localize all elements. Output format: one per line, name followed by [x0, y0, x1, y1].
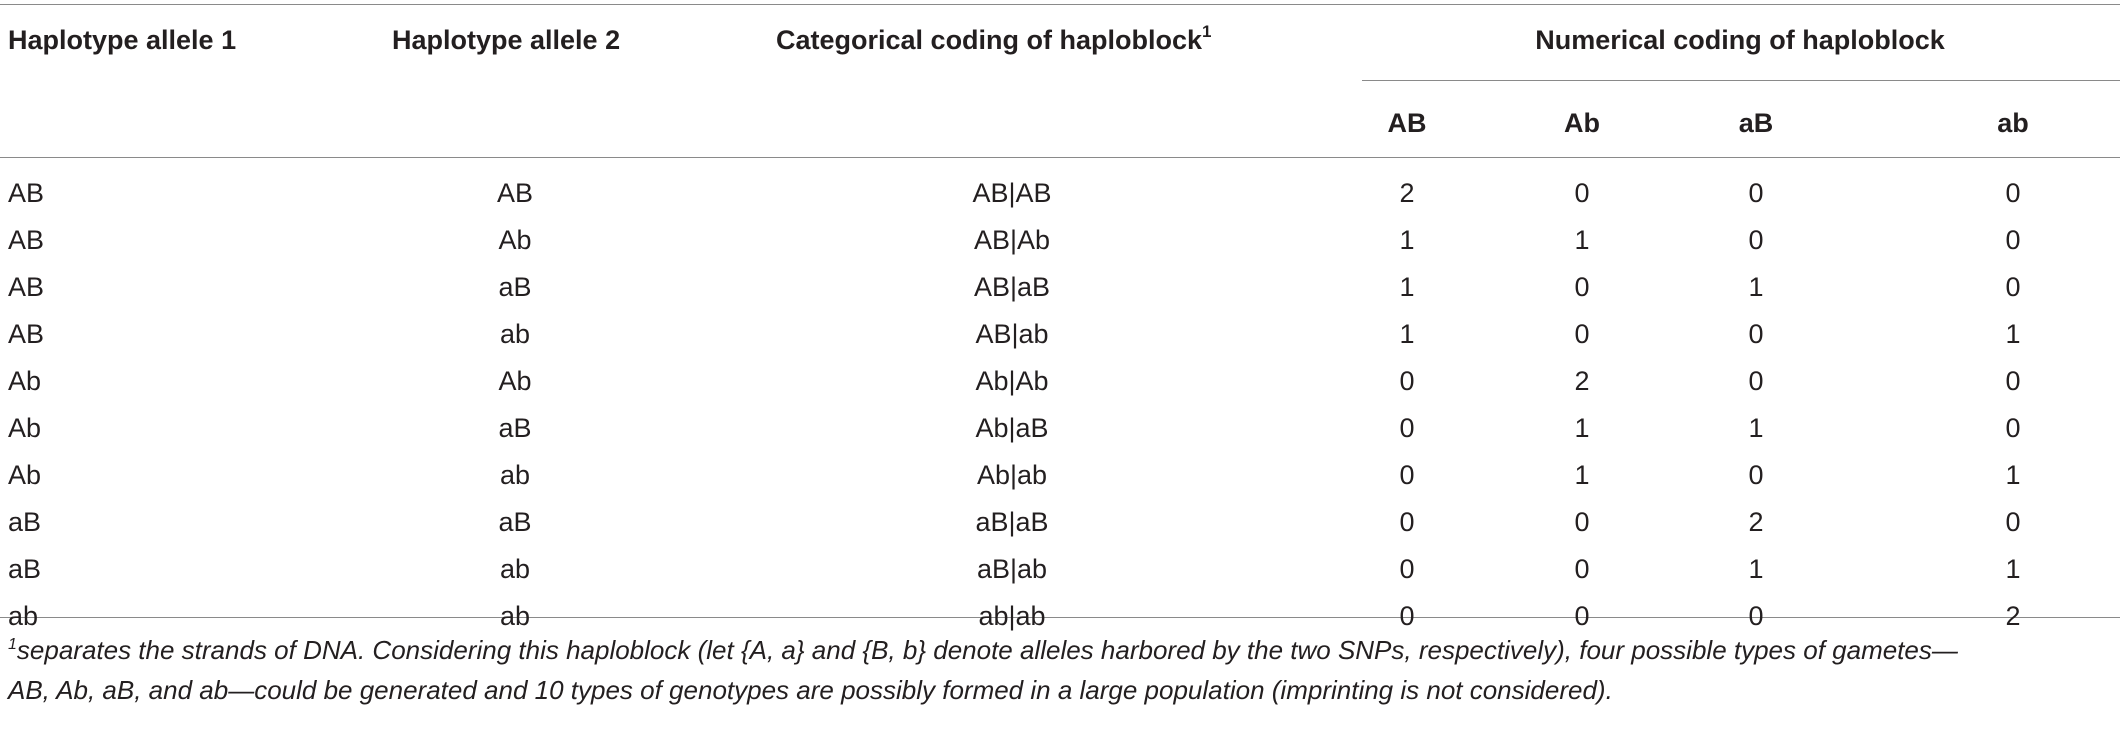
cell-numerical-ab: 2 — [2005, 601, 2021, 631]
cell-allele-1: AB — [8, 272, 45, 302]
cell-numerical-AB: 0 — [1399, 507, 1415, 537]
cell-numerical-Ab: 0 — [1574, 319, 1590, 349]
cell-numerical-Ab: 2 — [1574, 366, 1590, 396]
cell-allele-2: ab — [499, 601, 531, 631]
cell-numerical-aB: 1 — [1748, 554, 1764, 584]
cell-numerical-aB: 0 — [1748, 460, 1764, 490]
cell-numerical-Ab: 0 — [1574, 554, 1590, 584]
cell-allele-2: AB — [496, 178, 534, 208]
cell-allele-2: Ab — [498, 225, 532, 255]
cell-allele-1: aB — [8, 554, 42, 584]
cell-categorical: AB|Ab — [973, 225, 1051, 255]
subheader-ab: ab — [1997, 108, 2029, 138]
footnote-line-1 — [8, 630, 2108, 670]
cell-categorical: Ab|ab — [976, 460, 1048, 490]
cell-numerical-aB: 0 — [1748, 178, 1764, 208]
cell-allele-2: aB — [498, 507, 532, 537]
cell-numerical-AB: 1 — [1399, 272, 1415, 302]
footnote-mark: 1 — [8, 636, 17, 653]
subheader-AB: AB — [1387, 108, 1427, 138]
header-bottom-rule — [0, 157, 2120, 158]
cell-allele-2: ab — [499, 319, 531, 349]
cell-numerical-AB: 1 — [1399, 319, 1415, 349]
cell-numerical-ab: 0 — [2005, 413, 2021, 443]
cell-categorical: Ab|aB — [975, 413, 1049, 443]
cell-allele-2: ab — [499, 554, 531, 584]
cell-allele-1: AB — [8, 178, 45, 208]
cell-allele-1: AB — [8, 319, 45, 349]
cell-numerical-ab: 0 — [2005, 178, 2021, 208]
cell-categorical: Ab|Ab — [975, 366, 1049, 396]
header-numerical-coding-group: Numerical coding of haploblock — [1535, 25, 1945, 55]
cell-numerical-aB: 2 — [1748, 507, 1764, 537]
cell-numerical-ab: 1 — [2005, 460, 2021, 490]
cell-numerical-ab: 0 — [2005, 225, 2021, 255]
numerical-group-rule — [1362, 80, 2120, 81]
cell-numerical-AB: 0 — [1399, 601, 1415, 631]
cell-allele-1: Ab — [8, 460, 42, 490]
header-categorical-coding — [776, 24, 1212, 56]
cell-allele-2: Ab — [498, 366, 532, 396]
cell-numerical-aB: 1 — [1748, 413, 1764, 443]
cell-numerical-ab: 0 — [2005, 272, 2021, 302]
cell-numerical-AB: 0 — [1399, 366, 1415, 396]
table-bottom-rule — [0, 617, 2120, 618]
cell-numerical-ab: 1 — [2005, 554, 2021, 584]
cell-allele-2: ab — [499, 460, 531, 490]
cell-numerical-ab: 0 — [2005, 366, 2021, 396]
cell-numerical-AB: 0 — [1399, 460, 1415, 490]
cell-numerical-ab: 0 — [2005, 507, 2021, 537]
cell-numerical-aB: 0 — [1748, 319, 1764, 349]
cell-numerical-aB: 0 — [1748, 225, 1764, 255]
cell-numerical-AB: 2 — [1399, 178, 1415, 208]
cell-numerical-aB: 1 — [1748, 272, 1764, 302]
cell-allele-2: aB — [498, 413, 532, 443]
cell-numerical-ab: 1 — [2005, 319, 2021, 349]
table-footnote — [8, 630, 2108, 710]
cell-numerical-AB: 0 — [1399, 413, 1415, 443]
subheader-aB: aB — [1738, 108, 1774, 138]
cell-numerical-Ab: 1 — [1574, 225, 1590, 255]
cell-allele-1: AB — [8, 225, 45, 255]
cell-numerical-aB: 0 — [1748, 601, 1764, 631]
cell-allele-1: Ab — [8, 366, 42, 396]
cell-numerical-Ab: 1 — [1574, 460, 1590, 490]
cell-numerical-aB: 0 — [1748, 366, 1764, 396]
header-categorical-footnote-mark: 1 — [1202, 22, 1212, 41]
cell-numerical-Ab: 0 — [1574, 178, 1590, 208]
cell-numerical-AB: 0 — [1399, 554, 1415, 584]
cell-allele-1: aB — [8, 507, 42, 537]
cell-categorical: AB|ab — [975, 319, 1049, 349]
cell-categorical: ab|ab — [978, 601, 1046, 631]
cell-numerical-Ab: 0 — [1574, 601, 1590, 631]
cell-allele-1: Ab — [8, 413, 42, 443]
cell-allele-2: aB — [498, 272, 532, 302]
cell-numerical-Ab: 1 — [1574, 413, 1590, 443]
footnote-line-2: AB, Ab, aB, and ab—could be generated and 10 types of genotypes are possibly formed in a large population (imprinting is not considered). — [8, 675, 1613, 705]
cell-allele-1: ab — [8, 601, 39, 631]
footnote-text-1: separates the strands of DNA. Considering this haploblock (let {A, a} and {B, b} denote alleles harbored by the two SNPs, respectively), four possible types of gametes— — [16, 635, 1958, 665]
cell-categorical: AB|aB — [973, 272, 1051, 302]
cell-categorical: AB|AB — [972, 178, 1052, 208]
header-haplotype-allele-1: Haplotype allele 1 — [8, 25, 237, 55]
cell-categorical: aB|ab — [976, 554, 1048, 584]
header-categorical-text: Categorical coding of haploblock — [776, 25, 1203, 55]
cell-numerical-Ab: 0 — [1574, 507, 1590, 537]
header-haplotype-allele-2: Haplotype allele 2 — [392, 25, 621, 55]
cell-categorical: aB|aB — [975, 507, 1049, 537]
cell-numerical-AB: 1 — [1399, 225, 1415, 255]
subheader-Ab: Ab — [1564, 108, 1600, 138]
cell-numerical-Ab: 0 — [1574, 272, 1590, 302]
table-top-rule — [0, 4, 2120, 5]
